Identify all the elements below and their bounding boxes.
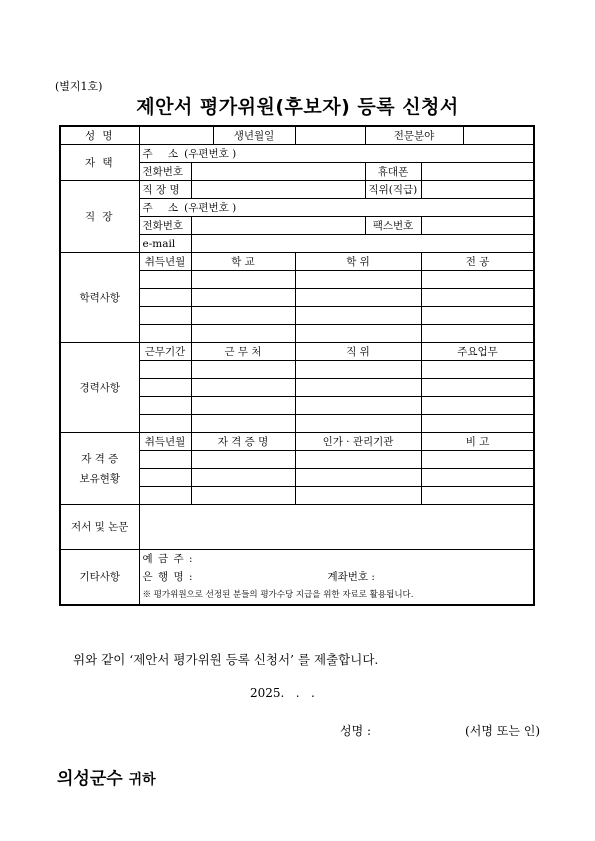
addressee-name: 의성군수	[57, 769, 123, 789]
work-address-field[interactable]	[139, 199, 534, 217]
other-category: 기타사항	[60, 550, 139, 606]
home-zip-text: (우편번호 )	[184, 147, 237, 160]
work-position-label: 직위(직급)	[365, 181, 421, 199]
education-cell[interactable]	[421, 325, 534, 343]
cert-cell[interactable]	[139, 451, 191, 469]
cert-cell[interactable]	[295, 487, 421, 505]
career-cell[interactable]	[191, 415, 295, 433]
cert-header-date: 취득년월	[139, 433, 191, 451]
depositor-row[interactable]	[139, 550, 534, 569]
home-address-field[interactable]	[139, 145, 534, 163]
form-title: 제안서 평가위원(후보자) 등록 신청서	[136, 96, 459, 118]
work-zip-text: (우편번호 )	[184, 201, 237, 214]
home-phone-field[interactable]	[191, 163, 365, 181]
application-form-table	[59, 125, 535, 606]
work-phone-label: 전화번호	[139, 217, 191, 235]
account-label: 계좌번호 :	[327, 570, 375, 583]
cert-cell[interactable]	[191, 451, 295, 469]
cert-header-authority: 인가 · 관리기관	[295, 433, 421, 451]
education-cell[interactable]	[421, 307, 534, 325]
bank-row[interactable]	[139, 568, 534, 586]
cert-header-name: 자 격 증 명	[191, 433, 295, 451]
home-address-label: 주 소	[142, 147, 185, 160]
field-field[interactable]	[463, 126, 534, 145]
career-header-employer: 근 무 처	[191, 343, 295, 361]
education-header-degree: 학 위	[295, 253, 421, 271]
career-cell[interactable]	[139, 397, 191, 415]
career-header-duties: 주요업무	[421, 343, 534, 361]
education-cell[interactable]	[191, 271, 295, 289]
bank-label: 은 행 명 :	[142, 570, 194, 583]
career-cell[interactable]	[139, 379, 191, 397]
work-name-label: 직 장 명	[139, 181, 191, 199]
cert-cell[interactable]	[421, 469, 534, 487]
name-field[interactable]	[139, 126, 213, 145]
education-cell[interactable]	[139, 325, 191, 343]
addressee-suffix: 귀하	[128, 772, 156, 788]
cert-cell[interactable]	[191, 469, 295, 487]
career-cell[interactable]	[295, 361, 421, 379]
publications-field[interactable]	[139, 505, 534, 550]
cert-cell[interactable]	[139, 487, 191, 505]
career-cell[interactable]	[191, 379, 295, 397]
publications-category: 저서 및 논문	[60, 505, 139, 550]
cert-category-line2: 보유현황	[79, 472, 121, 485]
education-cell[interactable]	[139, 307, 191, 325]
education-cell[interactable]	[295, 325, 421, 343]
career-cell[interactable]	[295, 379, 421, 397]
education-header-date: 취득년월	[139, 253, 191, 271]
work-phone-field[interactable]	[191, 217, 365, 235]
career-category: 경력사항	[60, 343, 139, 433]
name-label: 성 명	[60, 126, 139, 145]
work-fax-label: 팩스번호	[365, 217, 421, 235]
submission-date: 2025. . .	[250, 686, 315, 700]
cert-cell[interactable]	[295, 469, 421, 487]
career-cell[interactable]	[191, 397, 295, 415]
depositor-label: 예 금 주 :	[142, 553, 194, 565]
career-cell[interactable]	[295, 415, 421, 433]
birth-label: 생년월일	[213, 126, 295, 145]
career-cell[interactable]	[421, 361, 534, 379]
cert-cell[interactable]	[295, 451, 421, 469]
education-cell[interactable]	[191, 307, 295, 325]
home-mobile-field[interactable]	[421, 163, 534, 181]
career-header-position: 직 위	[295, 343, 421, 361]
annex-label: (별지1호)	[55, 80, 103, 93]
education-header-major: 전 공	[421, 253, 534, 271]
career-cell[interactable]	[191, 361, 295, 379]
signature-line	[340, 722, 540, 739]
cert-category	[60, 433, 139, 505]
career-cell[interactable]	[295, 397, 421, 415]
education-cell[interactable]	[191, 325, 295, 343]
work-name-field[interactable]	[191, 181, 365, 199]
education-cell[interactable]	[295, 271, 421, 289]
cert-cell[interactable]	[191, 487, 295, 505]
work-email-label: e-mail	[139, 235, 191, 253]
career-cell[interactable]	[421, 415, 534, 433]
education-cell[interactable]	[295, 307, 421, 325]
career-cell[interactable]	[139, 361, 191, 379]
work-address-label: 주 소	[142, 201, 185, 214]
career-cell[interactable]	[139, 415, 191, 433]
signature-label: 성명 :	[340, 724, 372, 738]
education-cell[interactable]	[191, 289, 295, 307]
work-category: 직 장	[60, 181, 139, 253]
education-cell[interactable]	[421, 271, 534, 289]
work-fax-field[interactable]	[421, 217, 534, 235]
cert-cell[interactable]	[421, 451, 534, 469]
career-cell[interactable]	[421, 379, 534, 397]
career-cell[interactable]	[421, 397, 534, 415]
cert-cell[interactable]	[139, 469, 191, 487]
pledge-statement: 위와 같이 ‘제안서 평가위원 등록 신청서’ 를 제출합니다.	[73, 652, 379, 667]
home-phone-label: 전화번호	[139, 163, 191, 181]
home-category: 자 택	[60, 145, 139, 181]
cert-header-remarks: 비 고	[421, 433, 534, 451]
birth-field[interactable]	[295, 126, 365, 145]
career-header-period: 근무기간	[139, 343, 191, 361]
home-mobile-label: 휴대폰	[365, 163, 421, 181]
payment-note: ※ 평가위원으로 선정된 분들의 평가수당 지급을 위한 자료로 활용됩니다.	[139, 586, 534, 605]
signature-hint: (서명 또는 인)	[465, 724, 540, 738]
work-email-field[interactable]	[191, 235, 534, 253]
education-header-school: 학 교	[191, 253, 295, 271]
addressee	[57, 764, 156, 789]
education-cell[interactable]	[139, 271, 191, 289]
education-cell[interactable]	[421, 289, 534, 307]
education-cell[interactable]	[139, 289, 191, 307]
cert-cell[interactable]	[421, 487, 534, 505]
field-label: 전문분야	[365, 126, 463, 145]
cert-category-line1: 자 격 증	[81, 452, 119, 465]
work-position-field[interactable]	[421, 181, 534, 199]
education-cell[interactable]	[295, 289, 421, 307]
education-category: 학력사항	[60, 253, 139, 343]
